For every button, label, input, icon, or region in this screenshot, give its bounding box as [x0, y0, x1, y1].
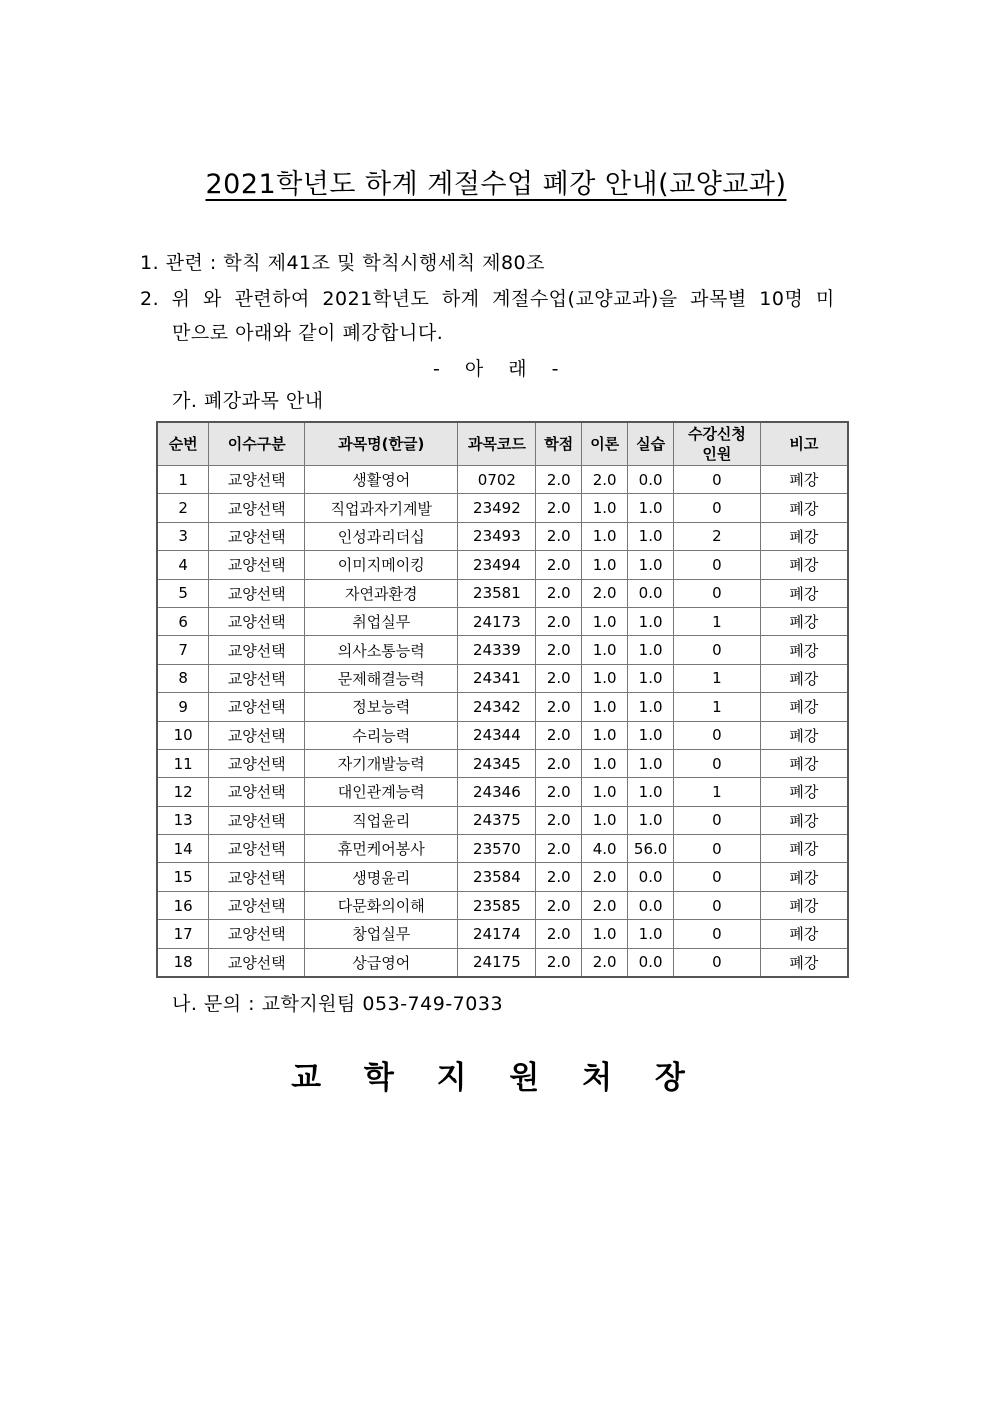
table-row: [157, 948, 848, 977]
table-row: [157, 749, 848, 777]
table-cell: 1.0: [582, 664, 628, 692]
column-header: 수강신청 인원: [674, 422, 761, 466]
table-cell: 교양선택: [209, 721, 305, 749]
table-row: [157, 636, 848, 664]
table-cell: 1.0: [582, 636, 628, 664]
table-cell: 10: [157, 721, 209, 749]
table-cell: 9: [157, 693, 209, 721]
table-row: [157, 551, 848, 579]
table-cell: 교양선택: [209, 522, 305, 550]
table-cell: 13: [157, 806, 209, 834]
table-cell: 0: [674, 806, 761, 834]
table-cell: 23585: [458, 891, 536, 919]
table-cell: 1.0: [582, 778, 628, 806]
table-cell: 수리능력: [305, 721, 458, 749]
table-cell: 교양선택: [209, 693, 305, 721]
table-cell: 23493: [458, 522, 536, 550]
table-cell: 1.0: [582, 721, 628, 749]
table-cell: 직업과자기계발: [305, 494, 458, 522]
table-cell: 12: [157, 778, 209, 806]
table-cell: 생활영어: [305, 466, 458, 494]
table-cell: 1.0: [628, 806, 674, 834]
table-cell: 2: [157, 494, 209, 522]
table-cell: 취업실무: [305, 607, 458, 635]
table-cell: 8: [157, 664, 209, 692]
table-cell: 교양선택: [209, 835, 305, 863]
table-cell: 0.0: [628, 466, 674, 494]
column-header: 이론: [582, 422, 628, 466]
table-cell: 2.0: [582, 466, 628, 494]
table-cell: 교양선택: [209, 863, 305, 891]
table-cell: 1: [674, 664, 761, 692]
table-cell: 0.0: [628, 579, 674, 607]
table-cell: 폐강: [760, 693, 848, 721]
section-closed-courses: 가. 폐강과목 안내: [172, 390, 324, 412]
table-cell: 2.0: [536, 891, 582, 919]
table-cell: 0: [674, 891, 761, 919]
table-cell: 교양선택: [209, 920, 305, 948]
table-cell: 폐강: [760, 920, 848, 948]
table-cell: 직업윤리: [305, 806, 458, 834]
table-cell: 문제해결능력: [305, 664, 458, 692]
table-cell: 1: [674, 778, 761, 806]
table-cell: 상급영어: [305, 948, 458, 977]
table-cell: 0: [674, 721, 761, 749]
table-cell: 자연과환경: [305, 579, 458, 607]
table-cell: 24346: [458, 778, 536, 806]
closed-courses-table: [156, 421, 849, 978]
table-cell: 1: [157, 466, 209, 494]
item-notice-line1: 2. 위 와 관련하여 2021학년도 하계 계절수업(교양교과)을 과목별 10명 미: [140, 288, 835, 310]
table-cell: 1.0: [628, 551, 674, 579]
table-cell: 0: [674, 636, 761, 664]
table-cell: 폐강: [760, 948, 848, 977]
column-header: 학점: [536, 422, 582, 466]
table-row: [157, 806, 848, 834]
table-cell: 2.0: [536, 466, 582, 494]
table-cell: 15: [157, 863, 209, 891]
table-cell: 0: [674, 835, 761, 863]
table-cell: 폐강: [760, 835, 848, 863]
table-cell: 폐강: [760, 863, 848, 891]
table-cell: 교양선택: [209, 778, 305, 806]
table-row: [157, 693, 848, 721]
table-row: [157, 494, 848, 522]
table-cell: 폐강: [760, 466, 848, 494]
table-cell: 5: [157, 579, 209, 607]
table-cell: 0: [674, 579, 761, 607]
table-cell: 정보능력: [305, 693, 458, 721]
column-header: 과목명(한글): [305, 422, 458, 466]
table-cell: 1.0: [628, 522, 674, 550]
table-cell: 1.0: [582, 551, 628, 579]
table-cell: 교양선택: [209, 664, 305, 692]
table-cell: 2.0: [536, 693, 582, 721]
issuer-signature: 교 학 지 원 처 장: [291, 1060, 701, 1096]
table-cell: 휴먼케어봉사: [305, 835, 458, 863]
table-header-row: [157, 422, 848, 466]
table-cell: 2.0: [582, 863, 628, 891]
table-cell: 인성과리더십: [305, 522, 458, 550]
table-cell: 24173: [458, 607, 536, 635]
item-notice-line2: 만으로 아래와 같이 폐강합니다.: [172, 322, 444, 344]
table-cell: 23581: [458, 579, 536, 607]
table-cell: 폐강: [760, 891, 848, 919]
table-cell: 0702: [458, 466, 536, 494]
table-cell: 0.0: [628, 948, 674, 977]
table-cell: 폐강: [760, 551, 848, 579]
table-cell: 23494: [458, 551, 536, 579]
table-row: [157, 579, 848, 607]
table-cell: 0.0: [628, 891, 674, 919]
table-cell: 24342: [458, 693, 536, 721]
column-header: 비고: [760, 422, 848, 466]
table-cell: 2.0: [536, 636, 582, 664]
table-cell: 교양선택: [209, 466, 305, 494]
table-cell: 폐강: [760, 778, 848, 806]
table-cell: 폐강: [760, 636, 848, 664]
table-cell: 생명윤리: [305, 863, 458, 891]
table-cell: 2.0: [536, 664, 582, 692]
table-cell: 0: [674, 863, 761, 891]
table-cell: 1.0: [582, 920, 628, 948]
table-cell: 17: [157, 920, 209, 948]
table-cell: 24341: [458, 664, 536, 692]
table-cell: 4.0: [582, 835, 628, 863]
table-cell: 2.0: [582, 891, 628, 919]
table-cell: 교양선택: [209, 749, 305, 777]
table-row: [157, 863, 848, 891]
table-cell: 24174: [458, 920, 536, 948]
table-cell: 2.0: [536, 721, 582, 749]
table-cell: 0: [674, 948, 761, 977]
table-cell: 1.0: [628, 778, 674, 806]
table-cell: 1.0: [582, 806, 628, 834]
table-row: [157, 778, 848, 806]
table-cell: 창업실무: [305, 920, 458, 948]
table-cell: 16: [157, 891, 209, 919]
table-cell: 14: [157, 835, 209, 863]
table-row: [157, 891, 848, 919]
table-cell: 24344: [458, 721, 536, 749]
document-title-text: 2021학년도 하계 계절수업 폐강 안내(교양교과): [205, 169, 787, 200]
table-cell: 2.0: [536, 806, 582, 834]
table-cell: 2.0: [536, 522, 582, 550]
table-cell: 1.0: [628, 920, 674, 948]
table-cell: 1: [674, 693, 761, 721]
table-cell: 1.0: [582, 607, 628, 635]
table-cell: 24345: [458, 749, 536, 777]
table-cell: 1.0: [582, 494, 628, 522]
table-cell: 교양선택: [209, 551, 305, 579]
table-cell: 0: [674, 749, 761, 777]
table-cell: 1.0: [628, 664, 674, 692]
table-cell: 3: [157, 522, 209, 550]
table-cell: 폐강: [760, 522, 848, 550]
table-cell: 2.0: [536, 863, 582, 891]
table-row: [157, 607, 848, 635]
table-cell: 2.0: [536, 551, 582, 579]
table-cell: 2.0: [536, 749, 582, 777]
table-cell: 2.0: [536, 494, 582, 522]
table-cell: 다문화의이해: [305, 891, 458, 919]
table-cell: 1.0: [582, 693, 628, 721]
below-heading: - 아 래 -: [432, 358, 560, 380]
table-cell: 자기개발능력: [305, 749, 458, 777]
table-cell: 폐강: [760, 494, 848, 522]
table-cell: 1.0: [628, 749, 674, 777]
table-cell: 23570: [458, 835, 536, 863]
table-cell: 2.0: [536, 948, 582, 977]
table-cell: 23584: [458, 863, 536, 891]
table-cell: 2.0: [582, 948, 628, 977]
document-title: [0, 162, 992, 201]
table-cell: 이미지메이킹: [305, 551, 458, 579]
table-cell: 1.0: [582, 749, 628, 777]
table-cell: 0: [674, 466, 761, 494]
table-cell: 폐강: [760, 806, 848, 834]
table-cell: 교양선택: [209, 579, 305, 607]
table-cell: 2.0: [582, 579, 628, 607]
table-cell: 교양선택: [209, 891, 305, 919]
table-cell: 24339: [458, 636, 536, 664]
table-cell: 폐강: [760, 664, 848, 692]
table-cell: 2: [674, 522, 761, 550]
table-row: [157, 664, 848, 692]
table-cell: 2.0: [536, 778, 582, 806]
table-cell: 6: [157, 607, 209, 635]
table-cell: 4: [157, 551, 209, 579]
table-cell: 24175: [458, 948, 536, 977]
table-cell: 1.0: [628, 494, 674, 522]
table-cell: 2.0: [536, 835, 582, 863]
table-cell: 1.0: [628, 636, 674, 664]
item-related-regulation: 1. 관련 : 학칙 제41조 및 학칙시행세칙 제80조: [140, 252, 545, 274]
table-row: [157, 920, 848, 948]
table-cell: 56.0: [628, 835, 674, 863]
table-cell: 교양선택: [209, 636, 305, 664]
table-cell: 0: [674, 494, 761, 522]
table-cell: 0: [674, 920, 761, 948]
table-cell: 2.0: [536, 607, 582, 635]
table-cell: 24375: [458, 806, 536, 834]
table-row: [157, 466, 848, 494]
table-cell: 0.0: [628, 863, 674, 891]
table-row: [157, 522, 848, 550]
table-cell: 11: [157, 749, 209, 777]
table-cell: 폐강: [760, 607, 848, 635]
table-cell: 2.0: [536, 579, 582, 607]
table-cell: 1.0: [628, 607, 674, 635]
table-cell: 폐강: [760, 579, 848, 607]
table-cell: 대인관계능력: [305, 778, 458, 806]
table-cell: 2.0: [536, 920, 582, 948]
table-cell: 18: [157, 948, 209, 977]
table-cell: 의사소통능력: [305, 636, 458, 664]
table-cell: 1: [674, 607, 761, 635]
column-header: 과목코드: [458, 422, 536, 466]
table-cell: 1.0: [582, 522, 628, 550]
table-cell: 1.0: [628, 693, 674, 721]
section-inquiry: 나. 문의 : 교학지원팀 053-749-7033: [172, 993, 504, 1015]
table-cell: 폐강: [760, 749, 848, 777]
table-cell: 교양선택: [209, 806, 305, 834]
table-cell: 교양선택: [209, 607, 305, 635]
table-cell: 교양선택: [209, 948, 305, 977]
column-header: 순번: [157, 422, 209, 466]
table-row: [157, 721, 848, 749]
table-body: [157, 466, 848, 978]
column-header: 실습: [628, 422, 674, 466]
table-cell: 23492: [458, 494, 536, 522]
table-cell: 0: [674, 551, 761, 579]
column-header: 이수구분: [209, 422, 305, 466]
table-cell: 폐강: [760, 721, 848, 749]
table-cell: 1.0: [628, 721, 674, 749]
table-cell: 교양선택: [209, 494, 305, 522]
table-row: [157, 835, 848, 863]
table-cell: 7: [157, 636, 209, 664]
